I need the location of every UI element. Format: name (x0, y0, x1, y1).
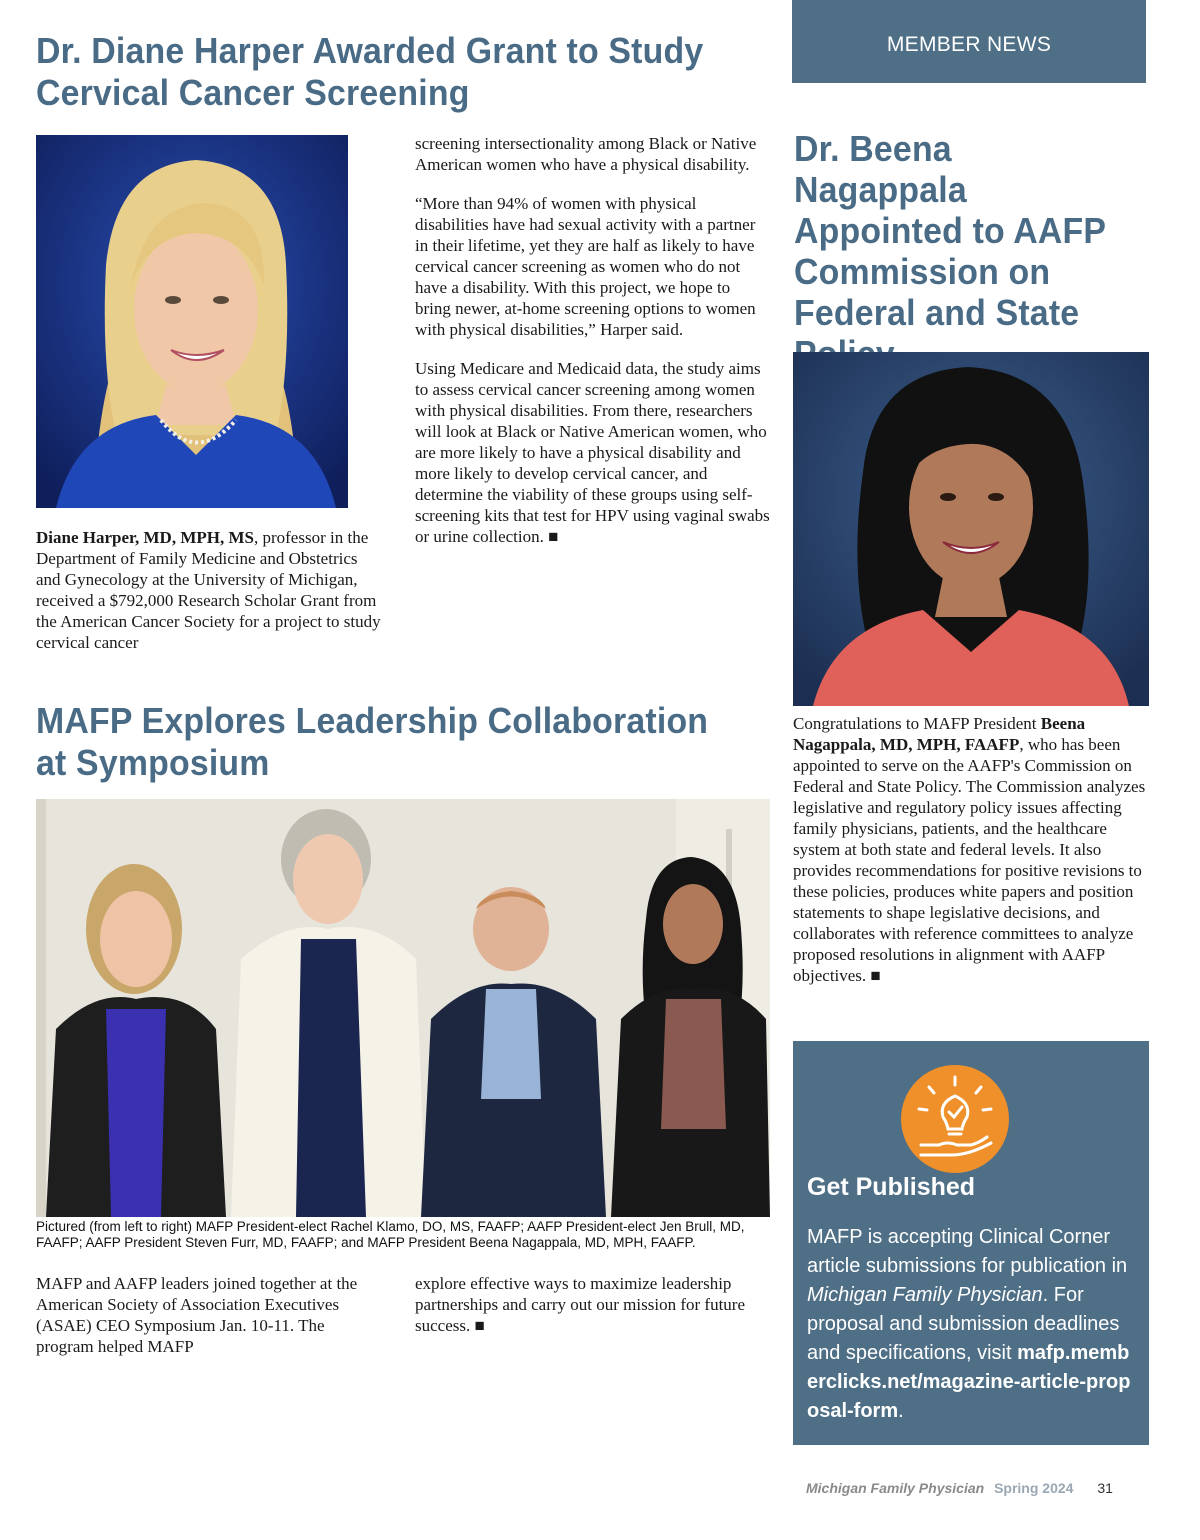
get-published-box (793, 1041, 1149, 1445)
get-published-title: Get Published (807, 1173, 976, 1201)
photo-caption: Pictured (from left to right) MAFP President-elect Rachel Klamo, DO, MS, FAAFP; AAFP President-elect Jen Brull, MD, FAAFP; AAFP President Steven Furr, MD, FAAFP; and MAFP President Beena Nagappala, MD, MPH, FAAFP. (36, 1219, 745, 1250)
footer-issue: Spring 2024 (994, 1480, 1074, 1496)
page-number: 31 (1097, 1480, 1113, 1496)
footer-magazine-title: Michigan Family Physician (806, 1480, 985, 1496)
harper-portrait-photo (36, 135, 348, 508)
symposium-group-photo (36, 799, 770, 1217)
harper-lead-paragraph (36, 527, 381, 653)
beena-body: , who has been appointed to serve on the AAFP's Commission on Federal and State Policy. The Commission analyzes legislative and regulatory policy issues affecting family physicians, patients, and the healthcare system at both state and federal levels. It also provides recommendations for positive revisions to these policies, produces white papers and position statements to shape legislative decisions, and collaborates with reference committees to analyze proposed resolutions in alignment with AAFP objectives. ■ (793, 735, 1146, 985)
harper-headline: Dr. Diane Harper Awarded Grant to Study Cervical Cancer Screening (36, 30, 704, 113)
proposal-form-link[interactable]: mafp.memberclicks.net/magazine-article-proposal-form (807, 1342, 1131, 1422)
beena-name: Beena Nagappala, MD, MPH, FAAFP (793, 714, 1086, 754)
section-label-banner: MEMBER NEWS (792, 0, 1146, 83)
magazine-name: Michigan Family Physician (807, 1284, 1043, 1306)
lightbulb-hand-icon (899, 1063, 1011, 1175)
beena-portrait-photo (793, 352, 1149, 706)
harper-column-two (415, 133, 770, 565)
beena-intro: Congratulations to MAFP President (793, 714, 1041, 733)
harper-quote-paragraph: “More than 94% of women with physical disabilities have had sexual activity with a partner in their lifetime, yet they are half as likely to have cervical cancer screening as women who do not have a disability. With this project, we hope to bring newer, at-home screening options to women with physical disabilities,” Harper said. (415, 194, 756, 339)
publish-text-end: . (898, 1400, 904, 1422)
harper-paragraph: screening intersectionality among Black or Native American women who have a physical disability. (415, 134, 757, 174)
beena-headline: Dr. Beena Nagappala Appointed to AAFP Commission on Federal and State (794, 128, 1106, 333)
publish-text-b: . For proposal and submission deadlines and specifications, visit (807, 1284, 1120, 1364)
harper-lead-text: , professor in the Department of Family Medicine and Obstetrics and Gynecology at the University of Michigan, received a $792,000 Research Scholar Grant from the American Cancer Society for a project to study cervical cancer (36, 528, 381, 652)
harper-name: Diane Harper, MD, MPH, MS (36, 528, 254, 547)
mafp-column-two: explore effective ways to maximize leadership partnerships and carry out our mission for future success. ■ (415, 1274, 745, 1335)
get-published-text (807, 1223, 1137, 1426)
publish-text-a: MAFP is accepting Clinical Corner article submissions for publication in (807, 1226, 1128, 1277)
harper-paragraph: Using Medicare and Medicaid data, the study aims to assess cervical cancer screening among women with physical disabilities. From there, researchers will look at Black or Native American women, who are more likely to have a physical disability and more likely to develop cervical cancer, and determine the viability of these groups using self-screening kits that test for HPV using vaginal swabs or urine collection. ■ (415, 359, 770, 546)
mafp-headline: MAFP Explores Leadership Collaboration at Symposium (36, 700, 709, 783)
mafp-column-one: MAFP and AAFP leaders joined together at the American Society of Association Executives (ASAE) CEO Symposium Jan. 10-11. The program helped MAFP (36, 1274, 358, 1356)
page-footer (806, 1480, 1166, 1496)
beena-article-text (793, 713, 1149, 986)
